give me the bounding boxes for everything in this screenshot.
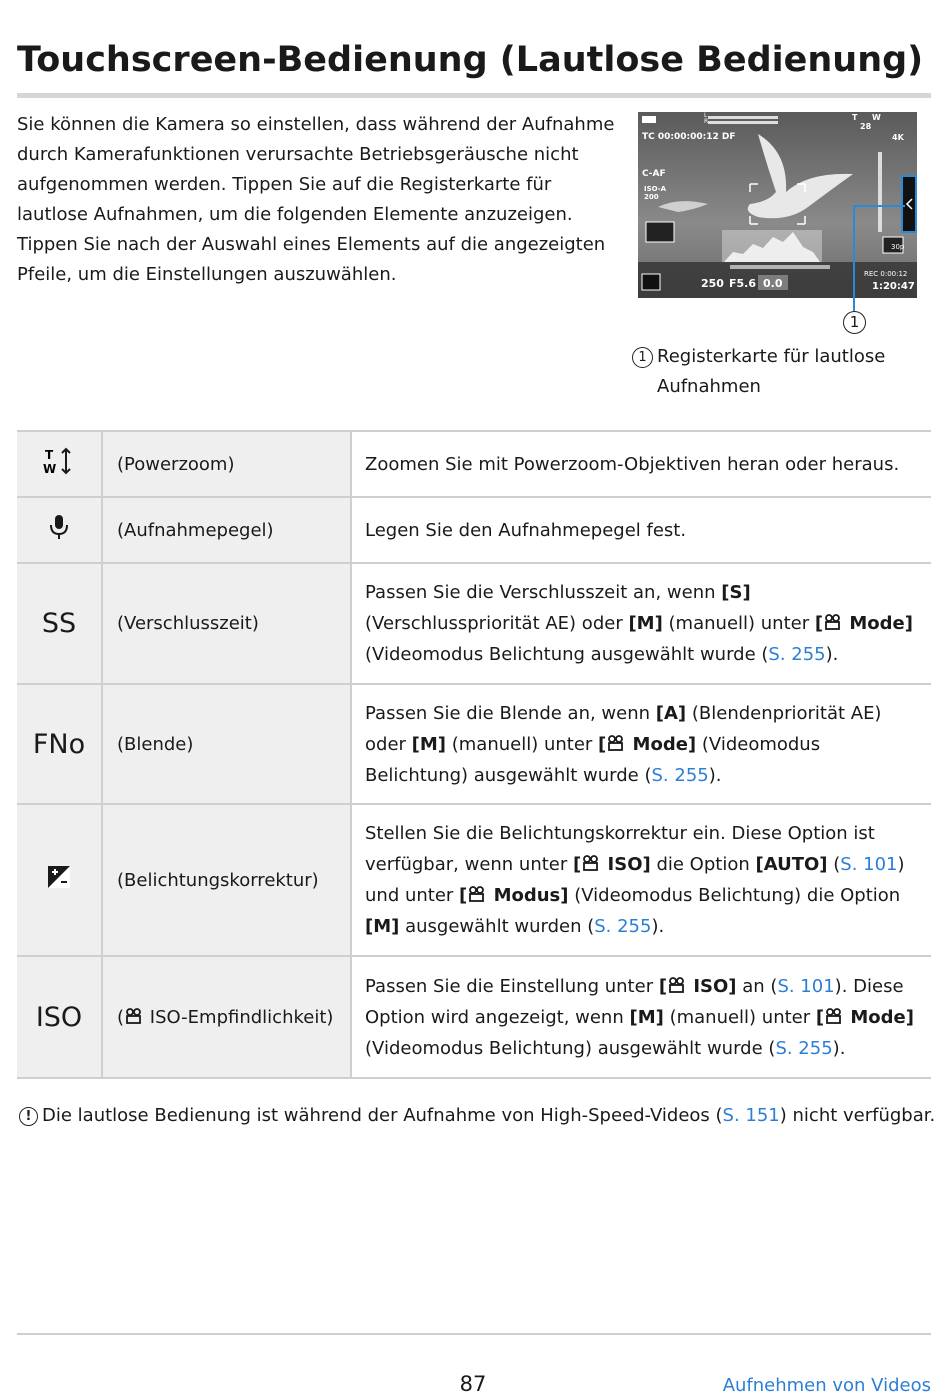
zoom-value: 28 bbox=[860, 122, 872, 131]
row-desc: Passen Sie die Blende an, wenn [A] (Blendenpriorität AE) oder [M] (manuell) unter [ Mode] (Videomodus Belichtung) ausgewählt wurde (S. 255). bbox=[351, 684, 931, 804]
controls-table bbox=[17, 430, 931, 1079]
table-row bbox=[17, 563, 931, 684]
powerzoom-icon bbox=[17, 431, 102, 497]
bitrate: 4K bbox=[892, 133, 904, 142]
row-name: (Verschlusszeit) bbox=[102, 563, 351, 684]
remaining-time: 1:20:47 bbox=[872, 281, 915, 292]
title-divider bbox=[17, 93, 931, 98]
exposure-compensation-icon bbox=[17, 804, 102, 956]
row-name: (Blende) bbox=[102, 684, 351, 804]
table-row bbox=[17, 804, 931, 956]
row-desc: Passen Sie die Verschlusszeit an, wenn [S] (Verschlusspriorität AE) oder [M] (manuell) unter [ Mode] (Videomodus Belichtung ausgewählt wurde (S. 255). bbox=[351, 563, 931, 684]
iso-icon: ISO bbox=[17, 956, 102, 1078]
table-row bbox=[17, 684, 931, 804]
iso-value: 200 bbox=[644, 193, 659, 201]
row-name: (Belichtungskorrektur) bbox=[102, 804, 351, 956]
movie-icon bbox=[823, 614, 843, 631]
intro-paragraph: Sie können die Kamera so einstellen, dass während der Aufnahme durch Kamerafunktionen verursachte Betriebsgeräusche nicht aufgenommen werden. Tippen Sie auf die Registerkarte für lautlose Aufnahmen, um die folgenden Elemente anzuzeigen. Tippen Sie nach der Auswahl eines Elements auf die angezeigten Pfeile, um die Einstellungen auszuwählen. bbox=[17, 114, 615, 285]
movie-icon bbox=[606, 735, 626, 752]
row-desc: Zoomen Sie mit Powerzoom-Objektiven heran oder heraus. bbox=[351, 431, 931, 497]
movie-icon bbox=[467, 886, 487, 903]
caption-text: Registerkarte für lautlose Aufnahmen bbox=[657, 346, 886, 397]
figure-caption bbox=[632, 342, 922, 402]
row-desc: Passen Sie die Einstellung unter [ ISO] an (S. 101). Diese Option wird angezeigt, wenn [M] (manuell) unter [ Mode] (Videomodus Belichtung) ausgewählt wurde (S. 255). bbox=[351, 956, 931, 1078]
movie-icon bbox=[667, 977, 687, 994]
row-name: (Powerzoom) bbox=[102, 431, 351, 497]
table-row bbox=[17, 956, 931, 1078]
page-number: 87 bbox=[459, 1372, 487, 1396]
page-link[interactable]: S. 255 bbox=[775, 1037, 833, 1059]
timecode: TC 00:00:00:12 DF bbox=[642, 132, 736, 142]
ss-icon: SS bbox=[17, 563, 102, 684]
callout-line-v bbox=[853, 205, 855, 311]
table-row bbox=[17, 497, 931, 563]
zoom-t: T bbox=[852, 113, 858, 122]
note: ! Die lautlose Bedienung ist während der Aufnahme von High-Speed-Videos (S. 151) nicht verfügbar. bbox=[19, 1101, 939, 1131]
row-desc: Legen Sie den Aufnahmepegel fest. bbox=[351, 497, 931, 563]
movie-icon bbox=[581, 855, 601, 872]
fps: 30p bbox=[891, 243, 905, 251]
level-l: L bbox=[704, 112, 708, 119]
page-link[interactable]: S. 151 bbox=[722, 1105, 780, 1126]
page-link[interactable]: S. 255 bbox=[768, 644, 826, 665]
page-link[interactable]: S. 255 bbox=[651, 764, 709, 786]
svg-text:W: W bbox=[43, 461, 57, 476]
callout-number: 1 bbox=[843, 311, 866, 334]
af-mode: C-AF bbox=[642, 169, 666, 179]
row-name: ( ISO-Empfindlichkeit) bbox=[102, 956, 351, 1078]
rec-time: REC 0:00:12 bbox=[864, 270, 908, 278]
aperture-value: F5.6 bbox=[729, 277, 757, 290]
section-link[interactable]: Aufnehmen von Videos bbox=[722, 1375, 931, 1396]
microphone-icon bbox=[17, 497, 102, 563]
svg-text:T: T bbox=[45, 447, 54, 462]
page-title: Touchscreen-Bedienung (Lautlose Bedienung) bbox=[17, 40, 924, 80]
table-row bbox=[17, 431, 931, 497]
caption-number: 1 bbox=[632, 347, 653, 368]
row-desc: Stellen Sie die Belichtungskorrektur ein. Diese Option ist verfügbar, wenn unter [ ISO] die Option [AUTO] (S. 101) und unter [ Modus] (Videomodus Belichtung) die Option [M] ausgewählt wurden (S. 255). bbox=[351, 804, 931, 956]
shutter-value: 250 bbox=[701, 277, 724, 290]
movie-icon bbox=[124, 1008, 144, 1025]
footer-divider bbox=[17, 1333, 931, 1335]
page-link[interactable]: S. 101 bbox=[777, 975, 835, 997]
movie-icon bbox=[824, 1008, 844, 1025]
caution-icon: ! bbox=[19, 1107, 38, 1126]
row-name: (Aufnahmepegel) bbox=[102, 497, 351, 563]
fno-icon: FNo bbox=[17, 684, 102, 804]
level-r: R bbox=[704, 118, 709, 125]
page-link[interactable]: S. 101 bbox=[840, 854, 898, 875]
zoom-w: W bbox=[872, 113, 881, 122]
silent-tab-highlight[interactable] bbox=[902, 176, 916, 232]
iso-label: ISO-A bbox=[644, 185, 667, 193]
exposure-value: 0.0 bbox=[763, 277, 783, 290]
callout-line-h bbox=[853, 205, 905, 207]
page-link[interactable]: S. 255 bbox=[594, 916, 652, 937]
